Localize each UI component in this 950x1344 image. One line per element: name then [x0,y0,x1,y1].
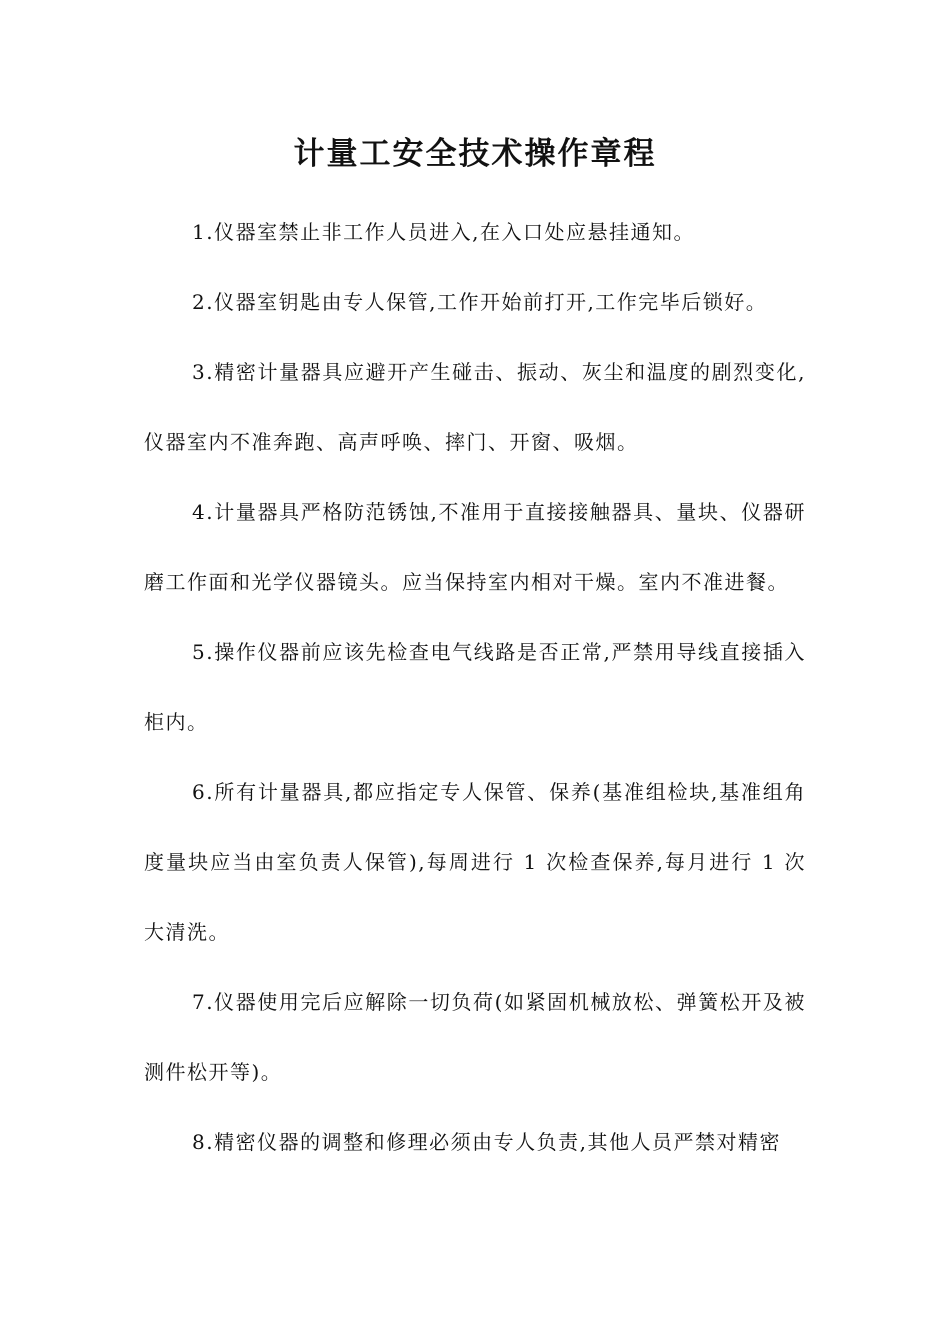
clause-8: 8.精密仪器的调整和修理必须由专人负责,其他人员严禁对精密 [192,1130,781,1154]
clause-1: 1.仪器室禁止非工作人员进入,在入口处应悬挂通知。 [192,220,695,244]
clause-2: 2.仪器室钥匙由专人保管,工作开始前打开,工作完毕后锁好。 [192,290,768,314]
clause-3: 3.精密计量器具应避开产生碰击、振动、灰尘和温度的剧烈变化,仪器室内不准奔跑、高声呼唤、摔门、开窗、吸烟。 [144,360,806,454]
clause-5: 5.操作仪器前应该先检查电气线路是否正常,严禁用导线直接插入柜内。 [144,640,806,734]
document-title: 计量工安全技术操作章程 [293,136,657,172]
clause-7: 7.仪器使用完后应解除一切负荷(如紧固机械放松、弹簧松开及被测件松开等)。 [144,990,806,1084]
clause-6: 6.所有计量器具,都应指定专人保管、保养(基准组检块,基准组角度量块应当由室负责人保管),每周进行 1 次检查保养,每月进行 1 次大清洗。 [144,780,806,944]
document-body [144,197,806,1177]
clause-4: 4.计量器具严格防范锈蚀,不准用于直接接触器具、量块、仪器研磨工作面和光学仪器镜头。应当保持室内相对干燥。室内不准进餐。 [144,500,806,594]
